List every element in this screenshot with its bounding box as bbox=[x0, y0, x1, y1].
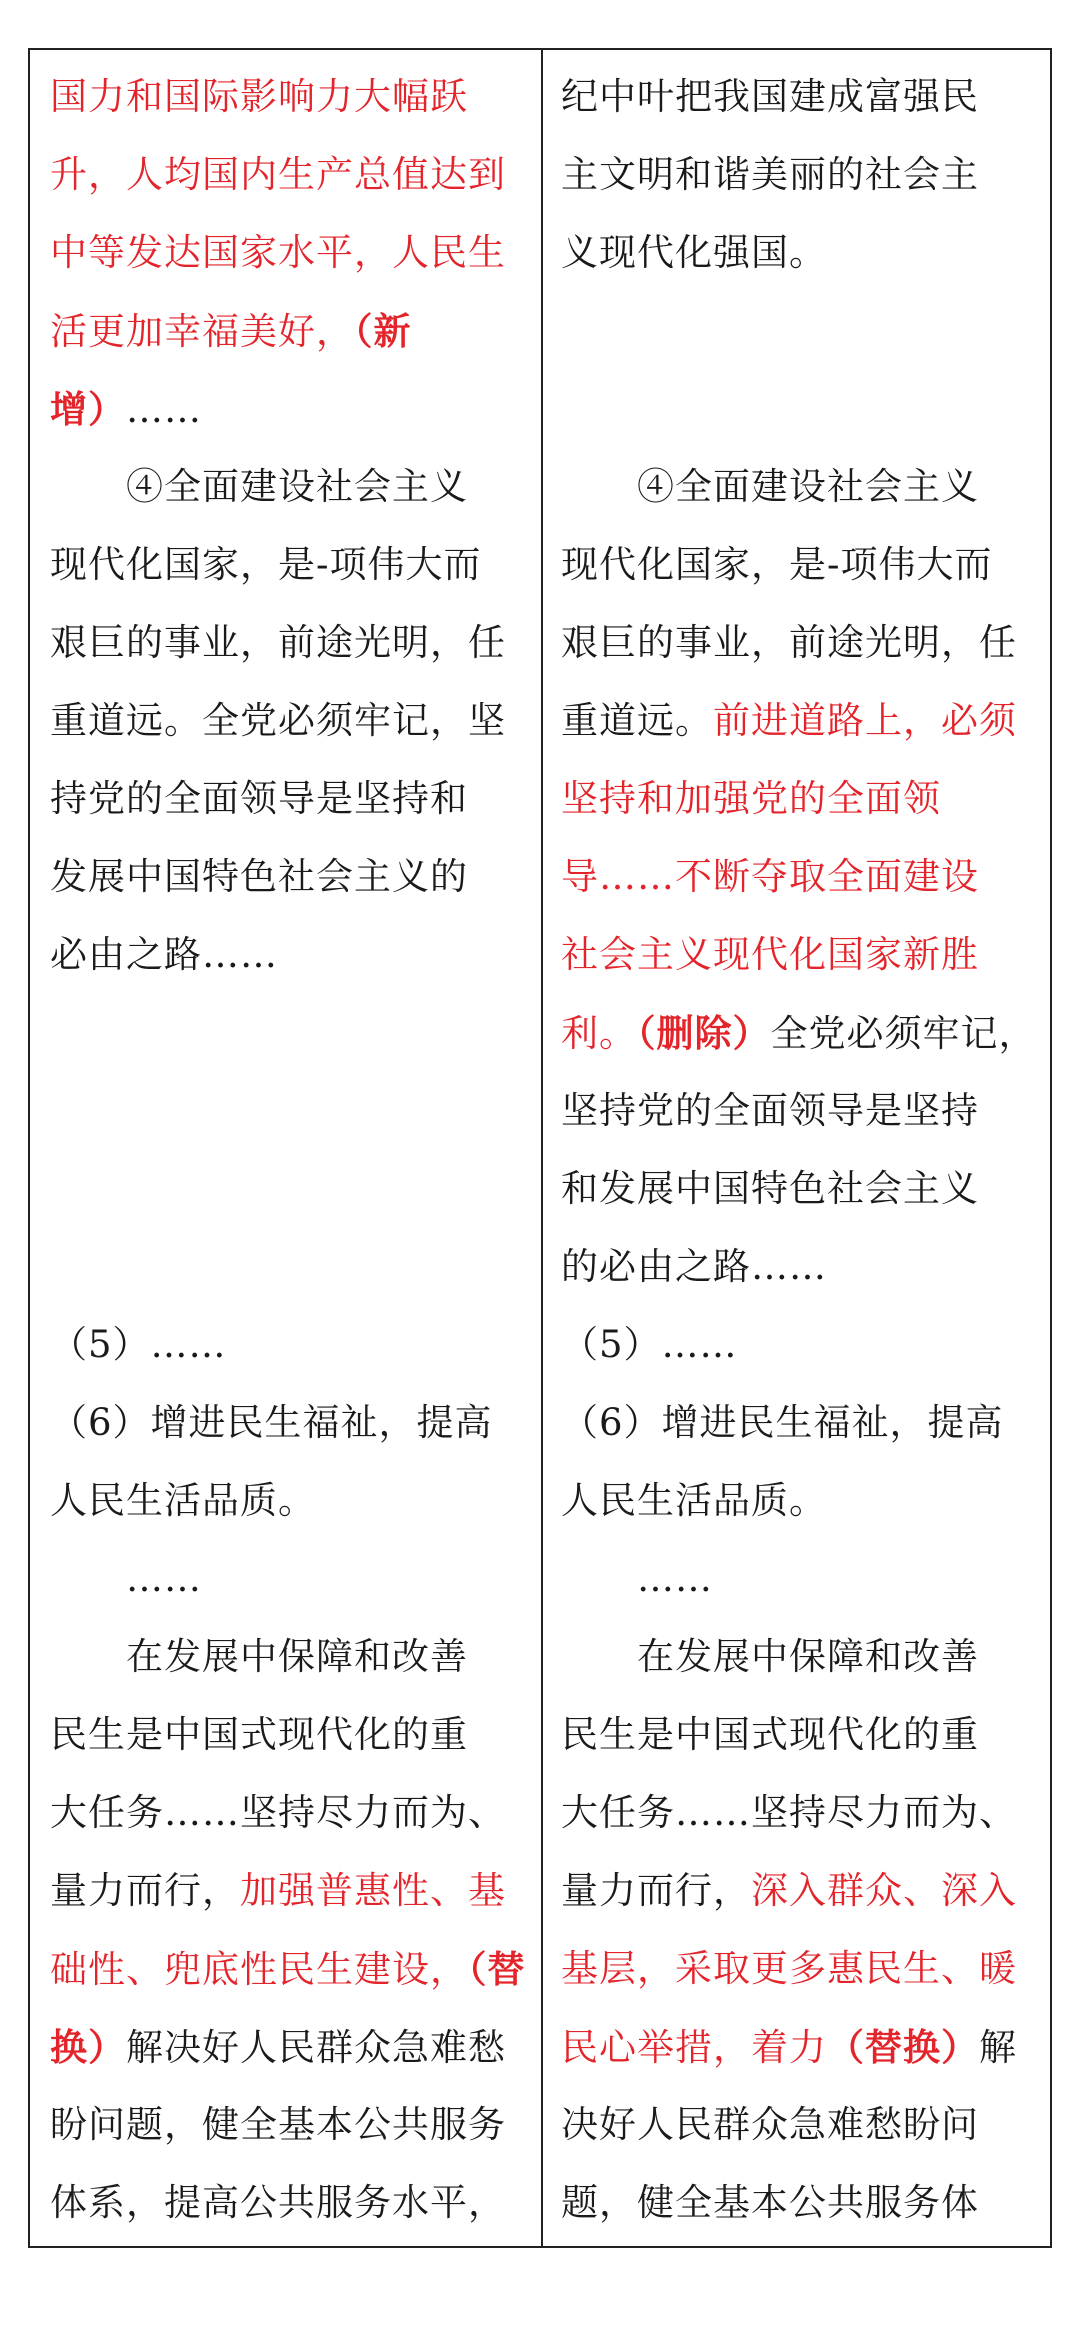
highlighted-text: 社会主义现代化国家新胜 bbox=[561, 933, 979, 976]
text-segment: 必由之路…… bbox=[50, 933, 278, 976]
text-line bbox=[50, 1384, 493, 1462]
text-segment: 量力而行， bbox=[561, 1869, 751, 1912]
text-line bbox=[561, 448, 979, 526]
text-segment: ④全面建设社会主义 bbox=[50, 465, 468, 508]
text-segment: 持党的全面领导是坚持和 bbox=[50, 777, 468, 820]
text-segment: 决好人民群众急难愁盼问 bbox=[561, 2103, 979, 2146]
text-line bbox=[50, 1930, 526, 2008]
text-line bbox=[50, 1774, 506, 1852]
text-line bbox=[561, 2164, 979, 2242]
text-line bbox=[561, 1228, 827, 1306]
text-line bbox=[561, 994, 1037, 1072]
text-line bbox=[561, 682, 1017, 760]
text-line bbox=[561, 838, 979, 916]
text-line bbox=[50, 1462, 316, 1540]
text-segment: ④全面建设社会主义 bbox=[561, 465, 979, 508]
text-line bbox=[50, 136, 506, 214]
text-segment: 主文明和谐美丽的社会主 bbox=[561, 153, 979, 196]
text-segment: （6）增进民生福祉，提高 bbox=[50, 1401, 493, 1444]
highlighted-text: 加强普惠性、基 bbox=[240, 1869, 506, 1912]
highlighted-text: 升，人均国内生产总值达到 bbox=[50, 153, 506, 196]
text-segment: 量力而行， bbox=[50, 1869, 240, 1912]
text-segment: 在发展中保障和改善 bbox=[50, 1635, 468, 1678]
highlighted-text: （替 bbox=[468, 1947, 526, 1991]
text-line bbox=[50, 1306, 227, 1384]
text-line bbox=[561, 1306, 738, 1384]
text-line bbox=[50, 526, 482, 604]
text-line bbox=[50, 1618, 468, 1696]
text-line bbox=[561, 604, 1017, 682]
text-segment: 民生是中国式现代化的重 bbox=[561, 1713, 979, 1756]
text-line bbox=[50, 2086, 506, 2164]
highlighted-text: 利。 bbox=[561, 1012, 637, 1055]
text-segment: 在发展中保障和改善 bbox=[561, 1635, 979, 1678]
text-line bbox=[50, 838, 468, 916]
text-line bbox=[561, 1384, 1004, 1462]
text-segment: 解 bbox=[979, 2026, 1017, 2069]
text-segment: （5）…… bbox=[50, 1323, 227, 1366]
highlighted-text: 前进道路上，必须 bbox=[713, 699, 1017, 742]
text-line bbox=[561, 2086, 979, 2164]
text-segment: 大任务……坚持尽力而为、 bbox=[50, 1791, 506, 1834]
text-line bbox=[50, 370, 202, 448]
text-line bbox=[50, 1696, 468, 1774]
text-line bbox=[561, 214, 827, 292]
highlighted-text: 民心举措，着力 bbox=[561, 2026, 827, 2069]
highlighted-text: 中等发达国家水平，人民生 bbox=[50, 231, 506, 274]
text-segment: 现代化国家，是-项伟大而 bbox=[561, 543, 993, 586]
text-segment: 艰巨的事业，前途光明，任 bbox=[561, 621, 1017, 664]
text-segment: 艰巨的事业，前途光明，任 bbox=[50, 621, 506, 664]
text-line bbox=[561, 58, 979, 136]
text-line bbox=[561, 1852, 1017, 1930]
highlighted-text: 坚持和加强党的全面领 bbox=[561, 777, 941, 820]
text-segment: 重道远。全党必须牢记，坚 bbox=[50, 699, 506, 742]
text-line bbox=[561, 916, 979, 994]
highlighted-text: 导……不断夺取全面建设 bbox=[561, 855, 979, 898]
text-line bbox=[50, 604, 506, 682]
highlighted-text: 活更加幸福美好， bbox=[50, 310, 354, 353]
text-segment: 大任务……坚持尽力而为、 bbox=[561, 1791, 1017, 1834]
text-segment: 坚持党的全面领导是坚持 bbox=[561, 1089, 979, 1132]
column-divider bbox=[541, 50, 543, 2246]
text-segment: 全党必须牢记， bbox=[770, 1012, 1037, 1055]
text-line bbox=[50, 682, 506, 760]
text-segment: 发展中国特色社会主义的 bbox=[50, 855, 468, 898]
text-segment: （5）…… bbox=[561, 1323, 738, 1366]
text-segment: …… bbox=[126, 388, 202, 431]
text-segment: …… bbox=[50, 1557, 202, 1600]
text-line bbox=[561, 1930, 1017, 2008]
text-segment: 人民生活品质。 bbox=[50, 1479, 316, 1522]
text-line bbox=[50, 58, 468, 136]
text-segment: 盼问题，健全基本公共服务 bbox=[50, 2103, 506, 2146]
text-line bbox=[561, 1462, 827, 1540]
text-segment: （6）增进民生福祉，提高 bbox=[561, 1401, 1004, 1444]
text-segment: 人民生活品质。 bbox=[561, 1479, 827, 1522]
text-segment: 民生是中国式现代化的重 bbox=[50, 1713, 468, 1756]
highlighted-text: （新 bbox=[354, 309, 412, 353]
text-line bbox=[561, 760, 941, 838]
highlighted-text: 基层，采取更多惠民生、暖 bbox=[561, 1947, 1017, 1990]
text-line bbox=[50, 2008, 506, 2086]
highlighted-text: 换） bbox=[50, 2025, 126, 2069]
text-line bbox=[561, 1150, 979, 1228]
text-line bbox=[50, 2164, 506, 2242]
highlighted-text: （删除） bbox=[637, 1011, 771, 1055]
text-segment: …… bbox=[561, 1557, 713, 1600]
text-line bbox=[50, 292, 412, 370]
text-line bbox=[50, 1540, 202, 1618]
highlighted-text: 增） bbox=[50, 387, 126, 431]
text-segment: 的必由之路…… bbox=[561, 1245, 827, 1288]
highlighted-text: 深入群众、深入 bbox=[751, 1869, 1017, 1912]
text-line bbox=[50, 760, 468, 838]
text-line bbox=[50, 214, 506, 292]
comparison-table bbox=[28, 48, 1052, 2248]
text-line bbox=[561, 1618, 979, 1696]
text-line bbox=[561, 1774, 1017, 1852]
text-line bbox=[561, 526, 993, 604]
text-segment: 和发展中国特色社会主义 bbox=[561, 1167, 979, 1210]
text-segment: 解决好人民群众急难愁 bbox=[126, 2026, 506, 2069]
text-line bbox=[561, 1696, 979, 1774]
highlighted-text: 国力和国际影响力大幅跃 bbox=[50, 75, 468, 118]
text-line bbox=[50, 916, 278, 994]
text-segment: 纪中叶把我国建成富强民 bbox=[561, 75, 979, 118]
text-line bbox=[50, 448, 468, 526]
text-line bbox=[561, 1540, 713, 1618]
text-segment: 重道远。 bbox=[561, 699, 713, 742]
text-segment: 义现代化强国。 bbox=[561, 231, 827, 274]
text-line bbox=[561, 136, 979, 214]
text-segment: 现代化国家，是-项伟大而 bbox=[50, 543, 482, 586]
highlighted-text: 础性、兜底性民生建设， bbox=[50, 1948, 468, 1991]
text-line bbox=[561, 1072, 979, 1150]
text-segment: 体系，提高公共服务水平， bbox=[50, 2181, 506, 2224]
text-line bbox=[561, 2008, 1017, 2086]
highlighted-text: （替换） bbox=[827, 2025, 979, 2069]
text-segment: 题，健全基本公共服务体 bbox=[561, 2181, 979, 2224]
text-line bbox=[50, 1852, 506, 1930]
